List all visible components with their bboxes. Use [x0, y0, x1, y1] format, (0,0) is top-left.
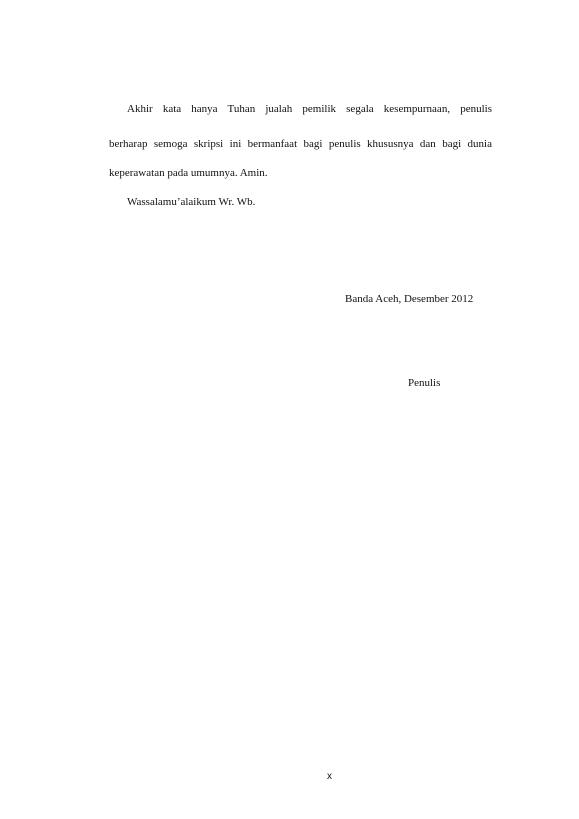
closing-paragraph-line-3: keperawatan pada umumnya. Amin.	[109, 167, 268, 179]
closing-paragraph-line-1: Akhir kata hanya Tuhan jualah pemilik segala kesempurnaan, penulis	[127, 103, 492, 115]
author-signature: Penulis	[408, 377, 441, 389]
closing-paragraph-line-2: berharap semoga skripsi ini bermanfaat bagi penulis khususnya dan bagi dunia	[109, 138, 492, 150]
greeting-line: Wassalamu’alaikum Wr. Wb.	[127, 196, 256, 208]
place-date: Banda Aceh, Desember 2012	[345, 293, 474, 305]
page-number: x	[327, 771, 332, 782]
